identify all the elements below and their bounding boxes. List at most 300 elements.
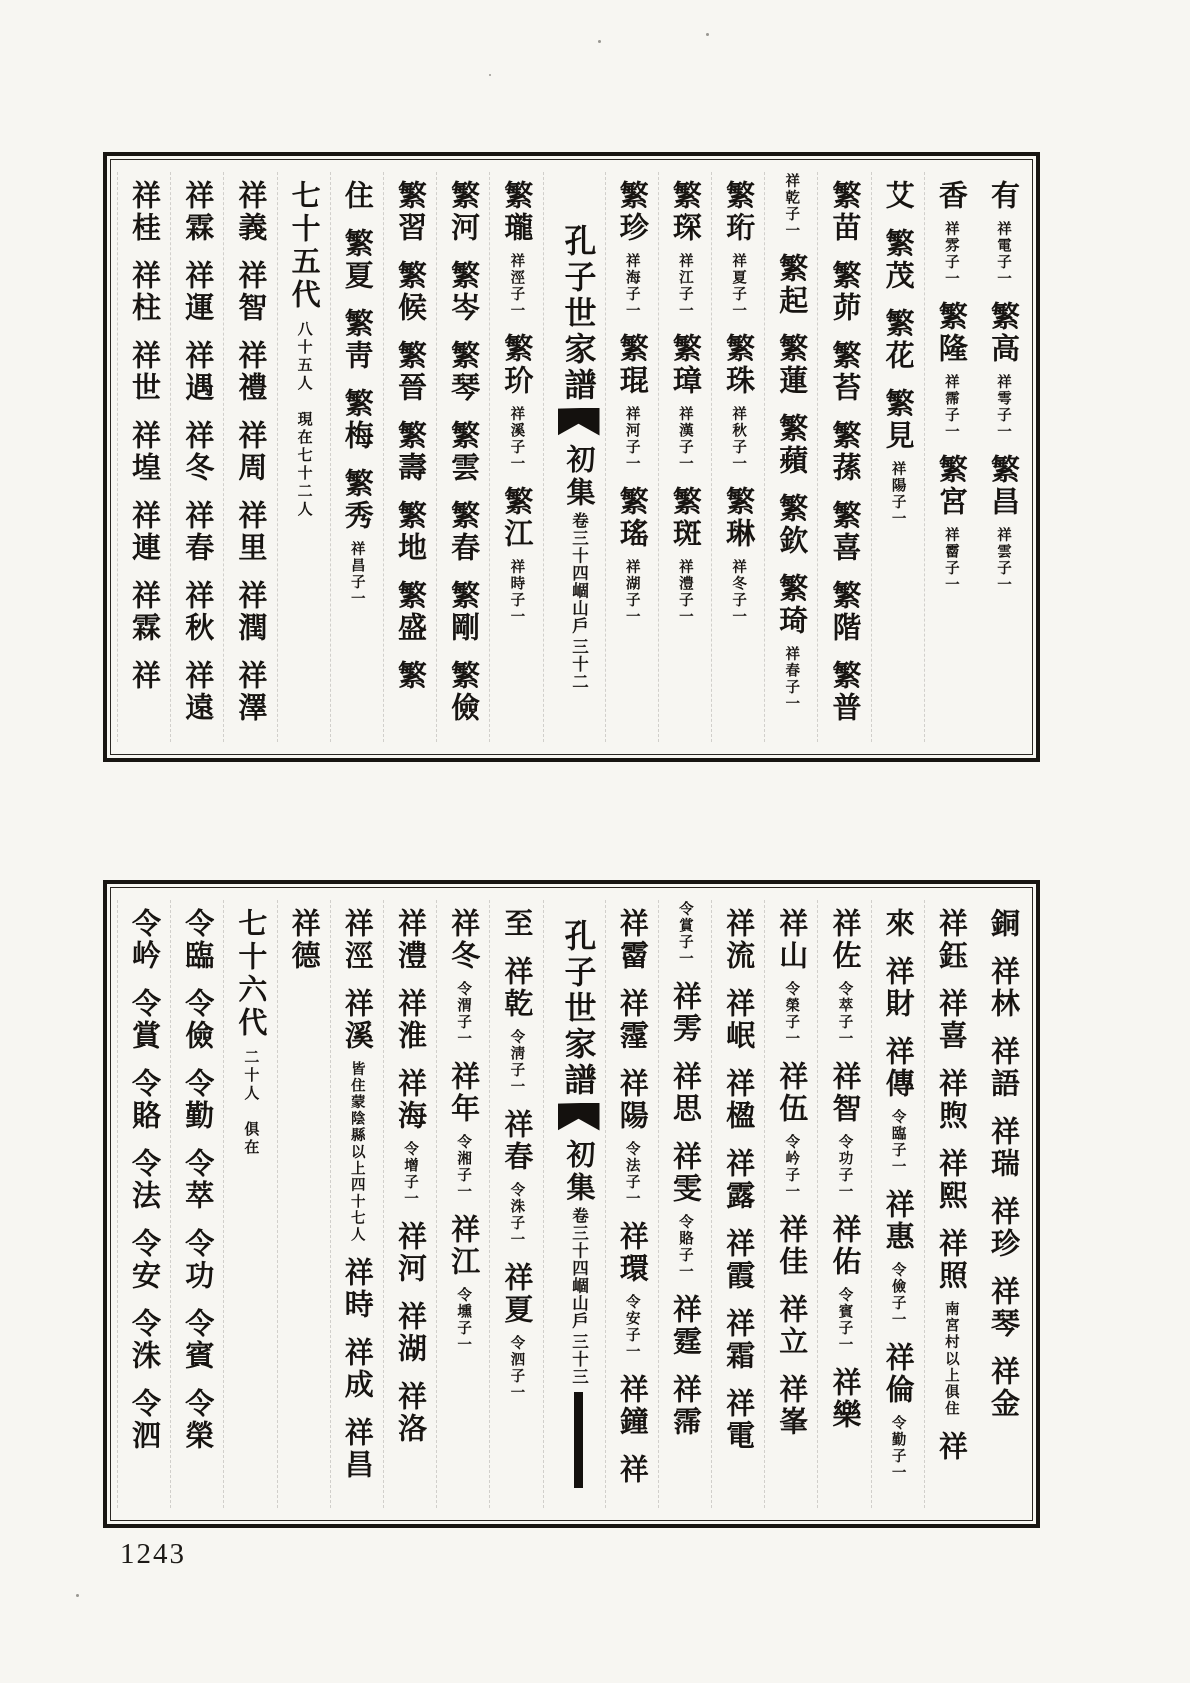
children-annotation: 子一 令安 <box>623 1294 640 1360</box>
children-annotation: 子一 令勤 <box>889 1415 906 1481</box>
person-name: 繁珩 <box>722 180 755 244</box>
entry <box>493 478 539 631</box>
generation-header-column <box>223 900 273 1508</box>
entry <box>387 572 433 652</box>
entry <box>715 172 761 325</box>
person-name: 繁苔 <box>828 340 861 404</box>
entry <box>662 478 708 631</box>
person-name: 令儉 <box>181 988 214 1052</box>
person-name: 繁壽 <box>393 420 426 484</box>
scan-speck <box>489 74 491 76</box>
person-name: 祥雯 <box>668 1141 701 1205</box>
person-name: 祥禮 <box>234 340 267 404</box>
children-annotation: 子一 令淸 <box>508 1029 525 1095</box>
entry <box>768 1366 814 1446</box>
entry <box>605 172 609 325</box>
person-name: 繁琨 <box>615 333 648 397</box>
entry <box>875 1181 921 1334</box>
person-name: 祥溪 <box>340 988 373 1052</box>
entry <box>768 485 814 565</box>
person-name: 繁春 <box>447 500 480 564</box>
person-name: 祥霪 <box>615 988 648 1052</box>
entry <box>980 1348 1026 1428</box>
person-name: 祥淮 <box>393 988 426 1052</box>
entry <box>387 412 433 492</box>
person-name: 令洙 <box>128 1308 160 1372</box>
person-name: 祥佳 <box>775 1214 808 1278</box>
entry <box>715 980 761 1060</box>
entry <box>121 1380 167 1460</box>
person-name: 祥楹 <box>722 1068 755 1132</box>
entry <box>387 252 433 332</box>
entry <box>662 172 708 325</box>
person-name: 繁琳 <box>722 486 755 550</box>
entry <box>821 172 867 252</box>
entry <box>493 172 539 325</box>
name-column <box>817 900 867 1508</box>
person-name: 令泗 <box>128 1388 160 1452</box>
entry <box>980 948 1026 1028</box>
person-name: 祥露 <box>722 1148 755 1212</box>
entry <box>875 1028 921 1181</box>
entry <box>440 652 486 732</box>
children-annotation: 子一 祥雩 <box>995 374 1011 440</box>
person-name: 祥惠 <box>881 1189 914 1253</box>
children-annotation: 子一 令增 <box>401 1141 418 1207</box>
children-annotation: 子一 令岒 <box>783 1134 800 1200</box>
entry <box>662 1053 708 1133</box>
panel-columns-upper <box>110 159 1033 755</box>
entry <box>980 172 1026 293</box>
name-column <box>871 900 921 1508</box>
entry <box>928 293 974 446</box>
entry <box>174 412 220 492</box>
person-name: 祥環 <box>615 1221 648 1285</box>
children-annotation: 以上俱住 南宮村 <box>942 1301 959 1417</box>
name-column <box>711 900 761 1508</box>
entry <box>821 412 867 492</box>
person-name: 祥智 <box>234 260 267 324</box>
children-annotation: 子一 祥夏 <box>730 253 747 319</box>
book-title: 孔子世家譜 <box>560 223 597 404</box>
person-name: 祥 <box>128 660 160 692</box>
person-name: 祥倫 <box>881 1342 914 1406</box>
person-name: 祥流 <box>722 908 755 972</box>
entry <box>121 652 167 700</box>
page-number: 1243 <box>120 1538 186 1570</box>
entry <box>609 900 655 980</box>
person-name <box>489 172 493 252</box>
person-name: 繁盛 <box>393 580 426 644</box>
entry <box>928 1140 974 1220</box>
entry <box>875 948 921 1028</box>
person-name: 祥德 <box>287 908 320 972</box>
entry <box>662 973 708 1053</box>
person-name: 繁苗 <box>828 180 861 244</box>
person-name: 繁儉 <box>447 660 480 724</box>
entry <box>334 380 380 460</box>
name-column <box>977 900 1026 1508</box>
entry <box>768 405 814 485</box>
entry <box>121 980 167 1060</box>
children-annotation: 子一 祥海 <box>623 253 640 319</box>
generation-header-column <box>277 172 327 742</box>
entry <box>924 172 928 325</box>
person-name: 繁剛 <box>447 580 480 644</box>
book-title: 孔子世家譜 <box>560 918 597 1099</box>
entry <box>821 572 867 652</box>
name-column <box>764 900 814 1508</box>
children-annotation: 子一 令賞 <box>676 901 693 967</box>
entry <box>609 1446 655 1494</box>
entry <box>875 300 921 380</box>
person-name: 祥峯 <box>775 1374 808 1438</box>
entry <box>174 492 220 572</box>
entry <box>174 1300 220 1380</box>
name-column <box>489 172 539 742</box>
children-annotation: 子一 祥時 <box>508 559 525 625</box>
person-name <box>977 172 980 252</box>
person-name: 祥佐 <box>828 908 861 972</box>
collection-title: 初集 <box>562 1138 595 1205</box>
person-name: 祥運 <box>181 260 214 324</box>
person-name: 祥里 <box>234 500 267 564</box>
children-annotation: 子一 祥湖 <box>623 559 640 625</box>
headcount-annotation: 二十人 俱在 <box>242 1049 259 1157</box>
children-annotation: 子一 祥陽 <box>889 461 906 527</box>
name-column <box>924 900 974 1508</box>
entry <box>387 1373 433 1453</box>
leaf-number: 三十二 <box>569 638 589 691</box>
generation-header: 七十六代 <box>234 908 267 1040</box>
entry <box>174 900 220 980</box>
entry <box>980 1028 1026 1108</box>
entry <box>715 325 761 478</box>
name-column <box>117 172 167 742</box>
entry <box>121 1220 167 1300</box>
entry <box>387 652 433 700</box>
person-name: 祥煦 <box>934 1068 967 1132</box>
name-column <box>764 172 814 742</box>
entry <box>334 1249 380 1329</box>
children-annotation: 子一 祥昌 <box>348 541 365 607</box>
person-name: 祥冬 <box>181 420 214 484</box>
scan-speck <box>598 40 601 43</box>
entry <box>334 1409 380 1489</box>
person-name: 祥霆 <box>668 1294 701 1358</box>
name-column <box>817 172 867 742</box>
entry <box>715 1060 761 1140</box>
entry <box>334 900 380 980</box>
children-annotation: 子一 祥雰 <box>942 221 959 287</box>
person-name <box>330 172 334 252</box>
person-name: 祥遠 <box>181 660 214 724</box>
entry <box>440 1206 486 1359</box>
person-name: 祥春 <box>500 1109 533 1173</box>
person-name: 祥洛 <box>393 1381 426 1445</box>
entry <box>440 172 486 252</box>
entry <box>768 900 814 1053</box>
person-name: 艾 <box>881 180 914 212</box>
children-annotation: 子一 令賓 <box>836 1287 853 1353</box>
genealogy-panel-lower <box>103 880 1040 1528</box>
entry <box>609 1213 655 1366</box>
person-name <box>711 172 715 252</box>
entry <box>227 252 273 332</box>
person-name: 繁江 <box>500 486 533 550</box>
entry <box>821 1359 867 1439</box>
person-name: 繁普 <box>828 660 861 724</box>
person-name: 令賂 <box>128 1068 160 1132</box>
scan-speck <box>76 1594 79 1597</box>
children-annotation: 子一 祥河 <box>623 406 640 472</box>
person-name: 繁花 <box>881 308 914 372</box>
entry <box>334 980 380 1249</box>
children-annotation: 子一 祥霈 <box>942 374 959 440</box>
children-annotation: 子一 令泗 <box>508 1335 525 1401</box>
entry <box>715 1300 761 1380</box>
entry <box>715 1380 761 1460</box>
entry <box>121 332 167 412</box>
person-name: 繁欽 <box>775 493 808 557</box>
entry <box>121 492 167 572</box>
panel-columns-lower <box>110 887 1033 1521</box>
entry <box>227 492 273 572</box>
person-name: 繁珍 <box>615 180 648 244</box>
person-name: 祥湖 <box>393 1301 426 1365</box>
entry <box>440 900 486 1053</box>
person-name: 祥桂 <box>128 180 160 244</box>
entry <box>924 325 928 373</box>
children-annotation: 子一 祥秋 <box>730 406 747 472</box>
person-name: 住 <box>340 180 373 212</box>
person-name: 祥河 <box>393 1221 426 1285</box>
person-name: 繁珠 <box>722 333 755 397</box>
person-name: 繁琦 <box>775 573 808 637</box>
person-name: 祥立 <box>775 1294 808 1358</box>
person-name: 祥山 <box>775 908 808 972</box>
entry <box>334 1329 380 1409</box>
person-name: 令勤 <box>181 1068 214 1132</box>
person-name <box>817 900 821 980</box>
entry <box>821 1206 867 1359</box>
person-name: 銅 <box>987 908 1019 940</box>
person-name <box>489 900 493 980</box>
person-name: 繁靑 <box>340 308 373 372</box>
person-name: 祥樂 <box>828 1367 861 1431</box>
entry <box>980 446 1026 599</box>
person-name: 祥瑞 <box>987 1116 1019 1180</box>
entry <box>387 1213 433 1293</box>
person-name: 祥涇 <box>340 908 373 972</box>
person-name: 祥電 <box>722 1388 755 1452</box>
name-column <box>383 900 433 1508</box>
person-name: 祥熙 <box>934 1148 967 1212</box>
person-name: 祥霜 <box>722 1308 755 1372</box>
fishtail-icon <box>558 1103 600 1131</box>
children-annotation: 子一 祥電 <box>995 221 1011 287</box>
collection-title: 初集 <box>562 443 595 510</box>
entry <box>227 332 273 412</box>
name-column <box>658 172 708 742</box>
generation-header: 七十五代 <box>287 180 320 312</box>
entry <box>227 412 273 492</box>
entry <box>334 172 380 220</box>
person-name: 祥周 <box>234 420 267 484</box>
name-column <box>605 172 655 742</box>
children-annotation: 子一 令洙 <box>508 1182 525 1248</box>
entry <box>174 252 220 332</box>
entry <box>440 332 486 412</box>
entry <box>493 1254 539 1407</box>
children-annotation: 子一 祥溪 <box>508 406 525 472</box>
person-name: 祥海 <box>393 1068 426 1132</box>
person-name: 祥 <box>615 1454 648 1486</box>
name-column <box>977 172 1026 742</box>
entry <box>928 172 974 293</box>
entry <box>121 1140 167 1220</box>
entry <box>928 1423 974 1471</box>
person-name: 至 <box>500 908 533 940</box>
children-annotation: 子一 令法 <box>623 1141 640 1207</box>
children-annotation: 子一 祥江 <box>676 253 693 319</box>
person-name: 祥金 <box>987 1356 1019 1420</box>
person-name <box>436 900 440 980</box>
person-name: 祥照 <box>934 1228 967 1292</box>
person-name: 祥江 <box>447 1214 480 1278</box>
entry <box>980 900 1026 948</box>
person-name: 祥義 <box>234 180 267 244</box>
entry <box>334 220 380 300</box>
entry <box>715 1220 761 1300</box>
person-name: 繁隆 <box>934 301 967 365</box>
person-name: 繁昌 <box>987 454 1019 518</box>
entry <box>768 1286 814 1366</box>
entry <box>174 1060 220 1140</box>
person-name: 祥年 <box>447 1061 480 1125</box>
children-annotation: 子一 祥乾 <box>783 173 800 239</box>
entry <box>174 1220 220 1300</box>
name-column <box>170 172 220 742</box>
person-name: 令法 <box>128 1148 160 1212</box>
person-name: 祥霖 <box>181 180 214 244</box>
person-name: 祥霤 <box>615 908 648 972</box>
entry <box>821 900 867 1053</box>
entry <box>609 478 655 631</box>
entry <box>609 172 655 325</box>
entry <box>489 172 493 325</box>
children-annotation: 子一 祥涇 <box>508 253 525 319</box>
children-annotation: 子一 祥漢 <box>676 406 693 472</box>
entry <box>227 572 273 652</box>
person-name: 繁璋 <box>668 333 701 397</box>
person-name <box>977 325 980 373</box>
children-annotation: 子一 令壎 <box>455 1287 472 1353</box>
entry <box>875 220 921 300</box>
name-column <box>223 172 273 742</box>
person-name <box>871 172 875 252</box>
person-name <box>924 172 928 252</box>
person-name: 祥澧 <box>393 908 426 972</box>
entry <box>928 1060 974 1140</box>
entry <box>609 325 655 478</box>
person-name: 令臨 <box>181 908 214 972</box>
person-name: 繁琛 <box>668 180 701 244</box>
entry <box>174 172 220 252</box>
entry <box>440 1053 486 1206</box>
entry <box>977 172 980 325</box>
entry <box>875 172 921 220</box>
leaf-number: 三十三 <box>569 1333 589 1386</box>
person-name: 祥澤 <box>234 660 267 724</box>
person-name: 繁琴 <box>447 340 480 404</box>
entry <box>387 492 433 572</box>
person-name: 祥遇 <box>181 340 214 404</box>
person-name: 令功 <box>181 1228 214 1292</box>
entry <box>121 1060 167 1140</box>
person-name <box>605 172 609 252</box>
person-name: 祥冬 <box>447 908 480 972</box>
person-name: 祥時 <box>340 1256 373 1321</box>
volume-household-label: 卷三十四崓山戶 <box>569 511 589 634</box>
entry <box>821 252 867 332</box>
person-name: 令岒 <box>128 908 160 972</box>
entry <box>281 900 327 980</box>
entry <box>440 572 486 652</box>
entry <box>821 652 867 732</box>
entry <box>440 412 486 492</box>
entry <box>980 1108 1026 1188</box>
person-name: 令安 <box>128 1228 160 1292</box>
entry <box>821 332 867 412</box>
entry <box>821 492 867 572</box>
person-name: 繁蘋 <box>775 413 808 477</box>
entry <box>121 572 167 652</box>
person-name: 祥佑 <box>828 1214 861 1278</box>
center-title-column <box>543 900 602 1508</box>
person-name: 繁玠 <box>500 333 533 397</box>
entry <box>875 1334 921 1487</box>
person-name: 繁蓀 <box>828 420 861 484</box>
person-name: 祥潤 <box>234 580 267 644</box>
person-name: 繁茆 <box>828 260 861 324</box>
children-annotation: 子一 令賂 <box>676 1214 693 1280</box>
name-column <box>330 900 380 1508</box>
children-annotation: 子一 令功 <box>836 1134 853 1200</box>
entry <box>387 1060 433 1213</box>
entry <box>436 900 440 1053</box>
person-name: 祥 <box>934 1430 967 1463</box>
person-name: 祥霈 <box>668 1374 701 1438</box>
entry <box>715 900 761 980</box>
genealogy-panel-upper <box>103 152 1040 762</box>
person-name: 繁晉 <box>393 340 426 404</box>
entry <box>493 948 539 1101</box>
entry <box>440 492 486 572</box>
person-name: 祥雱 <box>668 981 701 1045</box>
children-annotation: 子一 令儉 <box>889 1262 906 1328</box>
entry <box>609 1366 655 1446</box>
entry <box>121 1300 167 1380</box>
person-name: 繁蓮 <box>775 333 808 397</box>
person-name: 祥財 <box>881 956 914 1020</box>
person-name <box>658 172 662 252</box>
person-name: 祥智 <box>828 1061 861 1125</box>
entry <box>658 172 662 325</box>
person-name: 繁斑 <box>668 486 701 550</box>
entry <box>875 900 921 948</box>
person-name: 繁見 <box>881 388 914 452</box>
